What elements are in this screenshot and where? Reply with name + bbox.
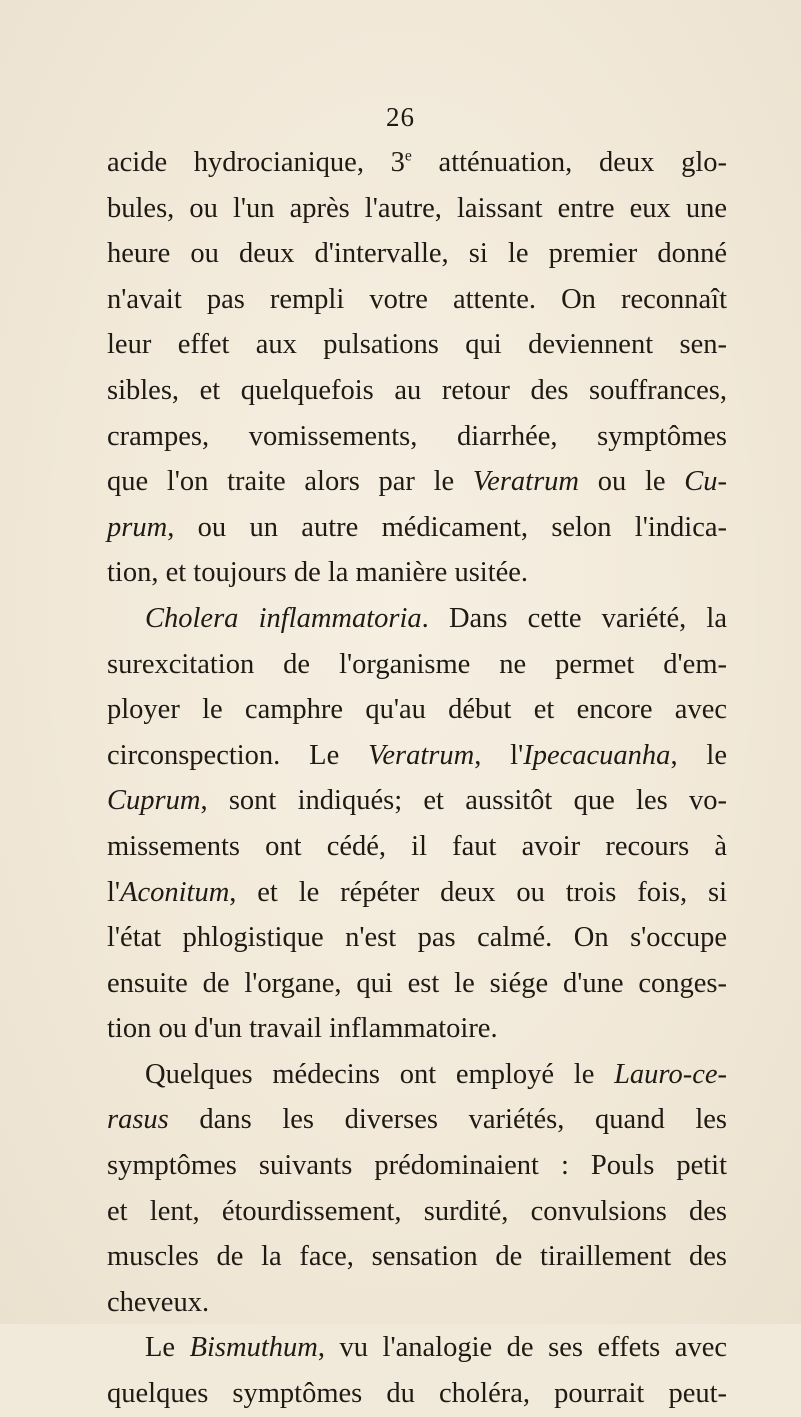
text-run: ensuite de l'organe, qui est le siége d'une conges- (107, 967, 727, 999)
text-line (107, 1189, 727, 1235)
text-line (107, 368, 727, 414)
text-run: , vu l'analogie de ses effets avec (317, 1332, 728, 1364)
text-line (107, 414, 727, 460)
text-line (107, 1143, 727, 1189)
text-run: surexcitation de l'organisme ne permet d'em- (107, 648, 727, 680)
text-line (107, 1052, 727, 1098)
text-run: missements ont cédé, il faut avoir recours à (107, 830, 727, 862)
italic-term: Ipecacuanha (523, 739, 671, 771)
italic-term: Lauro-ce- (614, 1058, 727, 1090)
text-run: symptômes suivants prédominaient : Pouls petit (107, 1150, 727, 1182)
text-run: , sont indiqués; et aussitôt que les vo- (200, 785, 727, 817)
text-run: . Dans cette variété, la (421, 602, 727, 634)
text-run: l' (107, 876, 121, 908)
text-line (107, 1006, 727, 1052)
text-run: cheveux. (107, 1286, 210, 1318)
text-line (107, 870, 727, 916)
text-run: heure ou deux d'intervalle, si le premier donné (107, 238, 727, 270)
italic-term: Bismuthum (189, 1332, 318, 1364)
text-run: acide hydrocianique, 3 (107, 147, 405, 178)
text-run: muscles de la face, sensation de tiraillement des (107, 1241, 727, 1273)
text-run: , l' (474, 739, 524, 771)
text-line (107, 915, 727, 961)
text-line (107, 322, 727, 368)
text-run: que l'on traite alors par le (107, 466, 473, 498)
italic-term: rasus (107, 1104, 169, 1136)
text-run: quelques symptômes du choléra, pourrait peut- (107, 1378, 727, 1410)
text-run: sibles, et quelquefois au retour des souffrances, (107, 374, 727, 406)
text-line (107, 778, 727, 824)
text-line (107, 596, 727, 642)
text-line (107, 1371, 727, 1417)
italic-term: Cu- (684, 466, 727, 498)
text-run: bules, ou l'un après l'autre, laissant entre eux une (107, 192, 727, 224)
text-run: circonspection. Le (107, 739, 369, 771)
text-run: Le (145, 1332, 190, 1364)
italic-term: Cuprum (107, 785, 201, 817)
text-line (107, 642, 727, 688)
body-text (107, 140, 727, 1417)
text-run: tion, et toujours de la manière usitée. (107, 557, 529, 589)
text-line (107, 231, 727, 277)
text-run: Quelques médecins ont employé le (145, 1058, 615, 1090)
text-run: , et le répéter deux ou trois fois, si (229, 876, 727, 908)
text-line (107, 1325, 727, 1371)
superscript: e (404, 147, 412, 165)
text-line (107, 824, 727, 870)
text-line (107, 1234, 727, 1280)
italic-term: prum (107, 511, 168, 543)
text-run: n'avait pas rempli votre attente. On reconnaît (107, 283, 727, 315)
text-line (107, 733, 727, 779)
text-run: et lent, étourdissement, surdité, convulsions des (107, 1195, 727, 1227)
text-run: , ou un autre médicament, selon l'indica- (167, 511, 727, 543)
italic-term: Cholera inflammatoria (145, 602, 422, 634)
italic-term: Aconitum (120, 876, 230, 908)
text-line (107, 140, 727, 186)
text-line (107, 505, 727, 551)
page-number: 26 (386, 102, 415, 132)
text-line (107, 277, 727, 323)
text-line (107, 186, 727, 232)
text-run: crampes, vomissements, diarrhée, symptômes (107, 420, 727, 452)
text-run: atténuation, deux glo- (411, 147, 727, 178)
text-line (107, 1280, 727, 1326)
text-run: l'état phlogistique n'est pas calmé. On s'occupe (107, 922, 727, 954)
text-line (107, 1097, 727, 1143)
text-line (107, 550, 727, 596)
text-line (107, 459, 727, 505)
text-run: ployer le camphre qu'au début et encore avec (107, 694, 727, 726)
text-line (107, 687, 727, 733)
text-run: leur effet aux pulsations qui deviennent sen- (107, 329, 727, 361)
text-line (107, 961, 727, 1007)
italic-term: Veratrum (368, 739, 475, 771)
text-run: ou le (579, 466, 685, 498)
text-run: dans les diverses variétés, quand les (168, 1104, 727, 1136)
text-run: tion ou d'un travail inflammatoire. (107, 1013, 498, 1045)
text-run: , le (670, 739, 727, 771)
italic-term: Veratrum (472, 466, 580, 498)
